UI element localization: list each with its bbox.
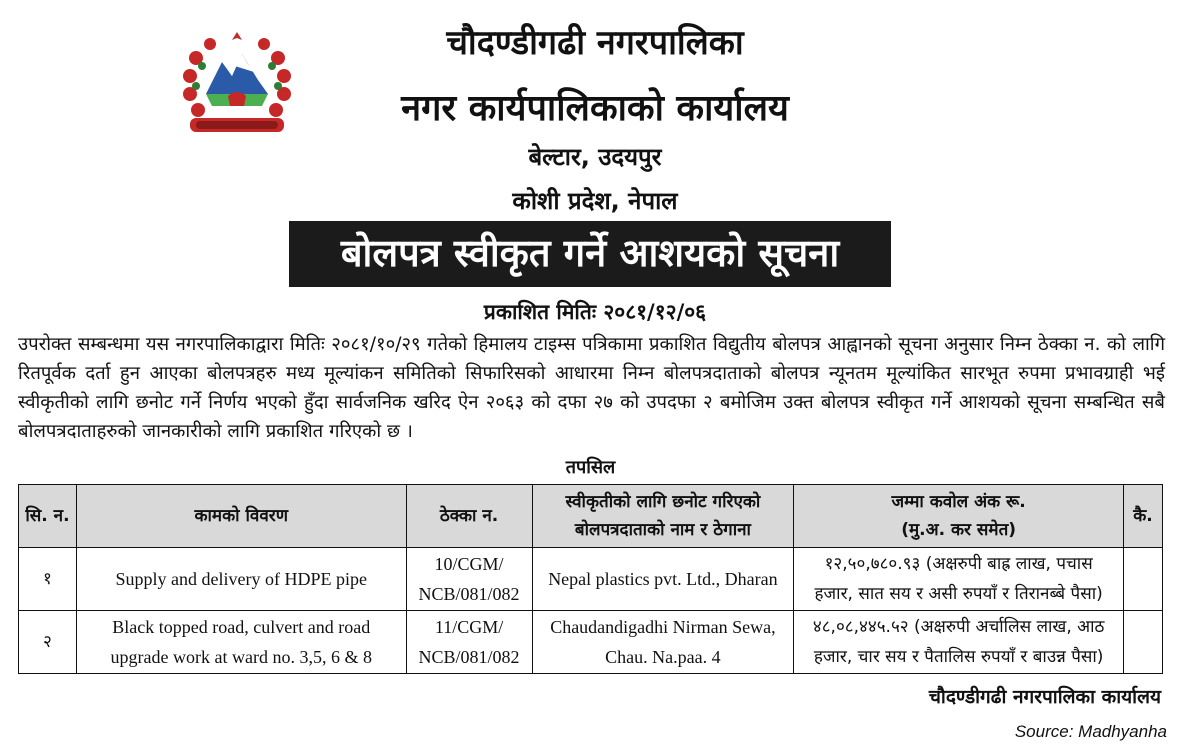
office-address: बेल्टार, उदयपुर [528, 143, 662, 171]
row-contract [406, 611, 532, 674]
row-desc: Supply and delivery of HDPE pipe [76, 548, 406, 611]
header-amount-line2: (मु.अ. कर समेत) [901, 520, 1017, 540]
notice-title: बोलपत्र स्वीकृत गर्ने आशयको सूचना [289, 221, 891, 287]
row-amount-line1: १२,५०,७८०.९३ (अक्षरुपी बाह्र लाख, पचास [824, 554, 1093, 574]
row-sn: २ [19, 611, 77, 674]
publish-date: प्रकाशित मितिः २०८१/१२/०६ [483, 300, 707, 324]
row-remarks [1123, 548, 1162, 611]
row-contract-line1: 10/CGM/ [434, 554, 504, 574]
header-amount [794, 485, 1124, 548]
row-amount-line1: ४८,०८,४४५.५२ (अक्षरुपी अर्चालिस लाख, आठ [812, 617, 1105, 637]
row-bidder [532, 611, 794, 674]
row-amount [794, 548, 1124, 611]
header-desc: कामको विवरण [76, 485, 406, 548]
row-desc-line2: upgrade work at ward no. 3,5, 6 & 8 [110, 647, 372, 667]
row-bidder-line2: Chau. Na.paa. 4 [605, 647, 721, 667]
nepal-emblem [176, 32, 298, 138]
table-row [19, 611, 1163, 674]
header-bidder-line1: स्वीकृतीको लागि छनोट गरिएको [565, 492, 761, 512]
notice-body: उपरोक्त सम्बन्धमा यस नगरपालिकाद्वारा मितिः २०८१/१०/२९ गतेको हिमालय टाइम्स पत्रिकामा प्रकाशित विद्युतीय बोलपत्र आह्वानको सूचना अनुसार निम्न ठेक्का न. को लागि रितपूर्वक दर्ता हुन आएका बोलपत्रहरु मध्य मूल्यांकन समितिको सिफारिसको आधारमा निम्न बोलपत्रदाताको बोलपत्र न्यूनतम मूल्यांकित सारभूत रुपमा प्रभावग्राही भई स्वीकृतीको लागि छनोट गर्ने निर्णय भएको हुँदा सार्वजनिक खरिद ऐन २०६३ को दफा २७ को उपदफा २ बमोजिम उक्त बोलपत्र स्वीकृत गर्ने आशयको सूचना सम्बन्धित सबै बोलपत्रदाताहरुको जानकारीको लागि प्रकाशित गरिएको छ । [18, 334, 1165, 442]
table-caption: तपसिल [565, 457, 616, 478]
header-bidder [532, 485, 794, 548]
header-contract: ठेक्का न. [406, 485, 532, 548]
row-contract [406, 548, 532, 611]
footer-office: चौदण्डीगढी नगरपालिका कार्यालय [928, 686, 1161, 708]
row-contract-line2: NCB/081/082 [418, 647, 520, 667]
header-remarks: कै. [1123, 485, 1162, 548]
header-sn: सि. न. [19, 485, 77, 548]
row-remarks [1123, 611, 1162, 674]
row-desc [76, 611, 406, 674]
header-amount-line1: जम्मा कवोल अंक रू. [891, 492, 1026, 512]
row-contract-line2: NCB/081/082 [418, 584, 520, 604]
row-amount-line2: हजार, चार सय र पैतालिस रुपयाँ र बाउन्न पैसा) [813, 647, 1104, 667]
municipality-name: चौदण्डीगढी नगरपालिका [446, 23, 744, 63]
office-name: नगर कार्यपालिकाको कार्यालय [401, 88, 789, 129]
table-header-row [19, 485, 1163, 548]
row-amount-line2: हजार, सात सय र असी रुपयाँ र तिरानब्बे पैसा) [814, 584, 1103, 604]
province-country: कोशी प्रदेश, नेपाल [512, 187, 678, 215]
row-bidder: Nepal plastics pvt. Ltd., Dharan [532, 548, 794, 611]
row-amount [794, 611, 1124, 674]
row-bidder-line1: Chaudandigadhi Nirman Sewa, [550, 617, 776, 637]
header-bidder-line2: बोलपत्रदाताको नाम र ठेगाना [574, 520, 751, 540]
row-desc-line1: Black topped road, culvert and road [112, 617, 371, 637]
source-credit: Source: Madhyanha [1014, 722, 1167, 741]
bid-table [18, 484, 1163, 674]
row-contract-line1: 11/CGM/ [434, 617, 504, 637]
row-sn: १ [19, 548, 77, 611]
table-row [19, 548, 1163, 611]
